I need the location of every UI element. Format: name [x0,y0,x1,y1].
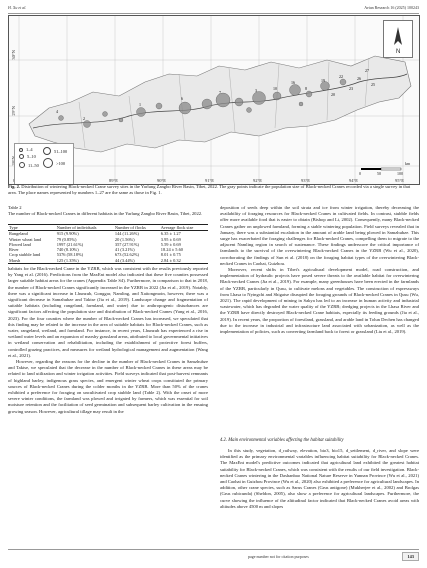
site-number: 3 [255,88,257,93]
figure-caption [8,184,418,195]
footer-note: page number not for citation purposes [248,554,309,559]
table-cell: 6.35 ± 1.27 [160,231,181,237]
table-caption [8,205,208,216]
header-rule [8,13,419,14]
locator-inset [383,20,413,58]
body-paragraph: habitats for the Black-necked Crane in the YZRB, which was consistent with the results previously reported by Yang et al. (2016). Predictions from the MaxEnt model also indicated that these five counties possessed larger suitable habitat areas for the cranes (Appendix Table S4). Furthermore, in comparison to that in 2018, the number of Black-necked Cranes significantly increased in the YZRB in 2022 (Jia et al., 2019). Notably, there was a significant increase in Lhunzub, Gonggar, Namling, and Xaitongmoin, however, there was a significant decrease in Samzhubze and Taktse (Jia et al., 2019). Landscape change and fragmentation of suitable habitats (including rangeland, farmland, and water) due to anthropogenic disturbances are significant factors affecting the population size and distribution of Black-necked Cranes (Yang et al., 2016, 2023). For the four counties where the number of Black-necked Cranes has increased, we speculated that this finding may be related to the increase in the area of suitable habitats for Black-necked Cranes, such as water, rangeland, wetland, and farmland. For instance, in recent years, Lhunzub has experienced a rise in wetland water levels and an expansion of marshy grassland areas, attributed to local governmental initiatives in wetland conservation and rehabilitation, including the establishment of protective forest buffers, controlled grazing practices, and measures for wetland hydrological management and augmentation (Wang et al., 2021). [8,266,208,358]
table-cell: 5376 (58.18%) [56,252,84,258]
table-row [8,258,208,264]
table-cell: 2.84 ± 0.32 [160,258,208,264]
table-header: Average flock size [160,225,208,231]
lon-label-94: 94°E [349,178,359,183]
legend-circle-icon [19,162,25,168]
body-paragraph: deposition of seeds deep within the soil strata and ice from winter irrigation, thereby decreasing the availability of foraging resources for Black-necked Cranes in cultivated fields. In contrast, stubble fields offer more available food that is easier to obtain (Bishop and Li, 2002). Consequently, many Black-necked Cranes gather on unplowed farmland, forming a stable wintering population. Field surveys revealed that in January, there was a substantial escalation in the amount of arable land being plowed in Samzhubze. This surge has exacerbated the foraging challenges for Black-necked Cranes, compelling them to migrate to the adjacent Namling region in search of sustenance. These findings underscore the critical importance of farmlands to the survival of the overwintering Black-necked Cranes in the YZRB (Wu et al., 2020), corroborating the findings of Sun et al. (2018) on the foraging habitat types of the overwintering Black-necked Cranes in Caohai, Guizhou. [220,205,419,266]
table-label: Table 2 [8,205,22,210]
table-title: The number of Black-necked Cranes in different habitats in the Yarlung Zangbo River Basin, Tibet, 2022. [8,210,203,216]
table-header: Type [8,225,56,231]
table-cell: 79 (0.85%) [56,236,77,242]
site-number: 4 [56,109,58,114]
body-paragraph: Moreover, recent shifts in Tibet's agricultural development model, road construction, and implementation of hydraulic projects have posed severe threats to the available habitat for overwintering Black-necked Cranes (Jia et al., 2019). For example, many greenhouses have been erected in the farmlands of the YZRB, particularly in Qusu, to cultivate melons and vegetables. The construction of expressways from Lhasa to Nyingchi and Shigatse disrupted the foraging grounds of Black-necked Cranes in Qusu (Wu, 2021). The rapid development of mining in Sakya has led to an increase in human activity and industrial wastewater, which has degraded the water quality of the YZRB; dredging projects in the Lhasa River and the YZRB have directly destroyed Black-necked Crane habitats, especially its feeding grounds (Jia et al., 2019). In recent years, the proportion of forestland, grassland, and arable land in Tolun Dechen has changed due to the increase in industrial and infrastructure land associated with urbanization, as well as the implementation of policies, such as converting farmland back to forest or grassland (Liu et al., 2019). [220,267,419,335]
legend-label: >100 [56,160,66,166]
table-cell: River [9,247,19,253]
scale-tick: 50 [377,171,381,176]
svg-text:N: N [396,49,401,55]
legend-label: 1–4 [26,147,33,152]
table-cell: 144 (11.26%) [114,231,139,237]
site-number: 27 [365,68,369,73]
legend-label: 5–10 [27,154,36,159]
figure-caption-text: Distribution of wintering Black-necked Crane survey sites in the Yarlung Zangbo River Basin, Tibet, 2022. The gray points indicate the population size of Black-necked Cranes recorded via a single survey in that area. The place names represented by numbers 1–27 are the same as those in Fig. 1. [8,184,411,195]
map-legend [14,143,74,185]
lon-label-92: 92°E [253,178,263,183]
site-number: 16 [291,80,295,85]
running-header-authors: H. Xu et al. [8,5,27,10]
legend-label: 11–50 [28,162,39,168]
page-footer [8,549,419,562]
site-number: 23 [349,86,353,91]
table-cell: Marsh [8,258,56,264]
legend-circle-icon [19,154,24,159]
table-header: Number of individuals [56,225,114,231]
site-number: 6 [181,96,183,101]
table-cell: 357 (27.91%) [114,241,140,247]
site-number: 19 [321,78,325,83]
table-cell: 5.59 ± 0.69 [160,241,181,247]
legend-item [43,158,65,168]
scale-tick: 100 [397,171,403,176]
habitat-table [8,224,208,264]
right-column-text [220,205,419,335]
legend-item [19,154,36,159]
site-number: 7 [219,90,221,95]
north-arrow-icon [384,21,412,57]
lon-label-90: 90°E [157,178,167,183]
site-number: 8 [305,86,307,91]
legend-circle-icon [43,147,51,155]
table-cell: 18.24 ± 5.60 [160,247,183,253]
scale-bar [359,166,411,176]
lon-label-95: 95°E [395,178,405,183]
table-cell: 740 (8.10%) [56,247,79,253]
table-cell: Rangeland [9,231,28,237]
legend-item [43,147,67,155]
scale-unit: km [405,161,411,166]
table-cell: 673 (52.62%) [114,252,140,258]
lat-label-29: 29°N [11,106,16,116]
right-column-text-continued [220,448,419,510]
page-number: 143 [402,552,419,561]
site-number: 1 [139,102,141,107]
site-number: 25 [371,82,375,87]
table-cell: 8.01 ± 0.75 [160,252,181,258]
lon-label-93: 93°E [301,178,311,183]
table-cell: 20 (1.56%) [114,236,135,242]
table-cell: 125 (1.35%) [56,258,114,264]
section-heading: 4.2. Main environmental variables affecting the habitat suitability [220,438,344,443]
distribution-map [8,15,420,185]
table-header: Number of flocks [114,225,160,231]
left-column-text [8,266,208,415]
site-number: 10 [273,86,277,91]
figure-label: Fig. 2. [8,184,21,189]
table-cell: 44 (3.44%) [114,258,160,264]
legend-item [19,162,39,168]
lon-label-91: 91°E [205,178,215,183]
table-cell: Plowed land [9,241,31,247]
table-cell: Crop stubble land [9,252,41,258]
body-paragraph: However, regarding the reasons for the decline in the number of Black-necked Cranes in Samzhubze and Taktse, we speculated that the decrease in the number of Black-necked Cranes in these areas may be related to land utilization and winter irrigation activities. Field surveys indicated that post-harvest remnants of highland barley, indigenous grass species, and emergent winter wheat crops constituted the primary sources of Black-necked Cranes during the colder months in the YZRB. More than 50% of the cranes exhibited a preference for foraging on uncultivated crop stubble land (Table 2). With the onset of more severe winter conditions, the farmland was plowed and irrigated by farmers, which was essential for soil moisture retention and the facilitation of seed germination and subsequent barley cultivation in the ensuing growing season. However, agricultural tillage may result in the [8,359,208,414]
table-cell: 1997 (21.61%) [56,241,84,247]
table-cell: Winter wheat land [9,236,42,242]
legend-item [19,147,33,152]
table-cell: 3.95 ± 0.69 [160,236,181,242]
lat-label-30: 30°N [11,50,16,60]
legend-circle-icon [43,158,53,168]
site-number: 26 [357,76,361,81]
site-number: 22 [339,74,343,79]
lon-label-89: 89°E [109,178,119,183]
site-number: 2 [83,116,85,121]
legend-label: 51–100 [54,148,68,154]
site-number: 20 [331,92,335,97]
table-cell: 41 (3.21%) [114,247,135,253]
legend-circle-icon [19,148,23,152]
scale-tick: 0 [359,171,361,176]
running-header-journal: Avian Research 16 (2025) 100243 [364,5,419,10]
body-paragraph: In this study, vegetation, d_railway, elevation, bio3, bio15, d_settlement, d_river, and slope were identified as the primary environmental variables influencing habitat suitability for Black-necked Cranes. The MaxEnt model's predictive outcomes indicated that agricultural land exhibited the greatest habitat suitability for Black-necked Cranes, which was consistent with the results of our field investigation. Black-necked Cranes wintering in the Dashanbao National Nature Reserve in Yunnan Province (Wu et al., 2021) and Caohai in Guizhou Province (Wu et al., 2020) also exhibited a preference for agricultural landscapes. In addition, other crane species, such as Sarus Cranes (Grus antigone) (Mukherjee et al., 2002) and Brolgas (Grus rubicunda) (Sheldon, 2005), also show a preference for agricultural landscapes. Furthermore, the curve showing the influence of the altitudinal factor indicated that Black-necked Cranes avoid areas with altitudes above 4500 m and slopes [220,448,419,509]
table-cell: 915 (9.90%) [56,231,79,237]
